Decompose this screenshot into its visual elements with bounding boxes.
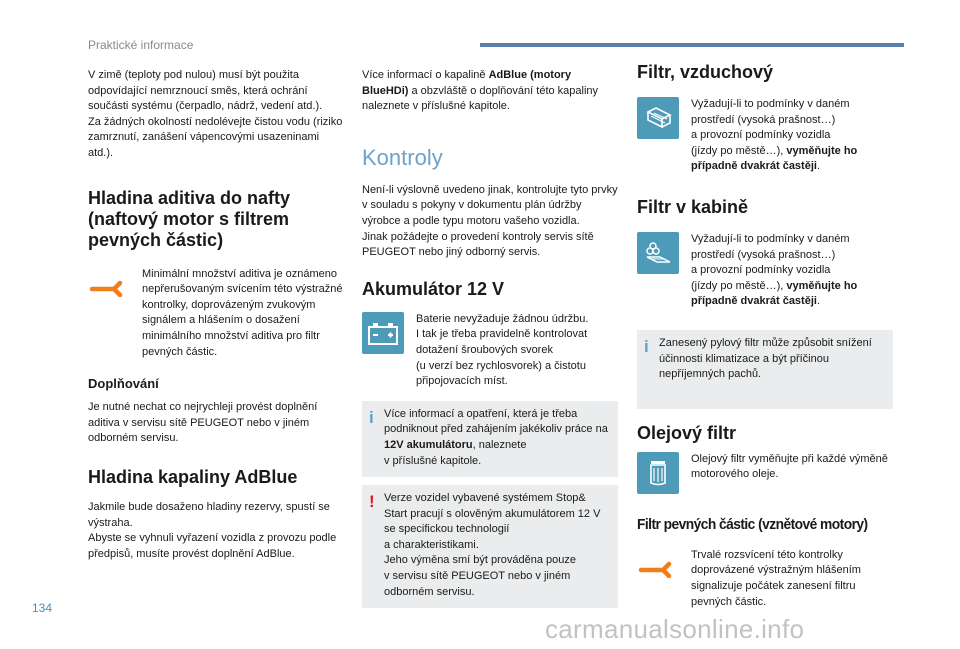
- column-left: [88, 68, 344, 562]
- battery-row: [362, 312, 618, 390]
- battery-info-text: Více informací a opatření, která je třeba podniknout před zahájením jakékoliv práce na 12V akumulátoru, naleznete v příslušné kapitole.: [384, 407, 608, 467]
- wrench-warning-icon: [88, 267, 142, 302]
- header-bar: [480, 43, 904, 47]
- watermark: carmanualsonline.info: [545, 614, 805, 644]
- diesel-additive-heading: Hladina aditiva do nafty (naftový motor s filtrem pevných částic): [88, 187, 291, 250]
- column-right: [637, 62, 893, 610]
- checks-heading: Kontroly: [362, 144, 443, 170]
- running-header: Praktické informace: [88, 38, 194, 52]
- oil-filter-text: Olejový filtr vyměňujte při každé výměně motorového oleje.: [691, 452, 888, 481]
- adblue-text: Jakmile bude dosaženo hladiny rezervy, spustí se výstraha. Abyste se vyhnuli vyřazení vozidla z provozu podle předpisů, musíte provést doplnění AdBlue.: [88, 500, 337, 560]
- antifreeze-text: V zimě (teploty pod nulou) musí být použita odpovídající nemrznoucí směs, která ochrání součásti systému (čerpadlo, nádrž, vedení atd.). Za žádných okolností nedolévejte čistou vodu (riziko zamrznutí, zanášení vápencovými usazeninami atd.).: [88, 69, 343, 159]
- battery-heading: Akumulátor 12 V: [362, 278, 505, 299]
- adblue-heading: Hladina kapaliny AdBlue: [88, 466, 298, 487]
- column-middle: [362, 68, 618, 608]
- air-filter-icon: [637, 97, 691, 139]
- battery-info-box: [362, 401, 618, 477]
- adblue-info-text: Více informací o kapalině AdBlue (motory BlueHDi) a obzvláště o doplňování této kapaliny naleznete v příslušné kapitole.: [362, 69, 599, 113]
- battery-icon: [362, 312, 416, 354]
- particulate-filter-text: Trvalé rozsvícení této kontrolky doprovázené výstražným hlášením signalizuje počátek zanesení filtru pevných částic.: [691, 548, 861, 608]
- refill-text: Je nutné nechat co nejrychleji provést doplnění aditiva v servisu sítě PEUGEOT nebo v jiném odborném servisu.: [88, 401, 318, 445]
- oil-filter-icon: [637, 452, 691, 494]
- checks-text: Není-li výslovně uvedeno jinak, kontrolujte tyto prvky v souladu s pokyny v dokumentu plán údržby výrobce a podle typu motoru vašeho vozidla. Jinak požádejte o provedení kontroly servis sítě PEUGEOT nebo jiný odborný servis.: [362, 183, 618, 259]
- battery-text: Baterie nevyžaduje žádnou údržbu. I tak je třeba pravidelně kontrolovat dotažení šroubových svorek (u verzí bez rychlosvorek) a čistotu připojovacích míst.: [416, 312, 589, 388]
- pollen-info-box: [637, 330, 893, 409]
- cabin-filter-icon: [637, 232, 691, 274]
- oil-filter-heading: Olejový filtr: [637, 422, 737, 443]
- warning-icon: !: [369, 492, 375, 512]
- pollen-info-text: Zanesený pylový filtr může způsobit snížení účinnosti klimatizace a být příčinou nepříjemných pachů.: [659, 336, 872, 381]
- air-filter-text: Vyžadují-li to podmínky v daném prostředí (vysoká prašnost…) a provozní podmínky vozidla (jízdy po městě…), vyměňujte ho případně dvakrát častěji.: [691, 98, 858, 173]
- air-filter-row: [637, 97, 893, 175]
- battery-warning-box: [362, 485, 618, 608]
- page-number: 134: [32, 601, 53, 615]
- air-filter-heading: Filtr, vzduchový: [637, 62, 774, 82]
- oil-filter-row: [637, 452, 893, 494]
- cabin-filter-heading: Filtr v kabině: [637, 196, 749, 217]
- refill-heading: Doplňování: [88, 376, 159, 392]
- particulate-filter-heading: Filtr pevných částic (vznětové motory): [637, 515, 868, 533]
- info-icon: i: [644, 336, 649, 356]
- diesel-additive-text: Minimální množství aditiva je oznámeno nepřerušovaným svícením této výstražné kontrolky, doprovázeným zvukovým signálem a hlášením o dosažení minimálního množství aditiva pro filtr pevných částic.: [142, 267, 343, 358]
- particulate-filter-row: [637, 548, 893, 610]
- battery-warning-text: Verze vozidel vybavené systémem Stop& Start pracují s olověným akumulátorem 12 V se specifickou technologií a charakteristikami. Jeho výměna smí být prováděna pouze v servisu sítě PEUGEOT nebo v jiném odborném servisu.: [384, 492, 601, 598]
- cabin-filter-text: Vyžadují-li to podmínky v daném prostředí (vysoká prašnost…) a provozní podmínky vozidla (jízdy po městě…), vyměňujte ho případně dvakrát častěji.: [691, 232, 858, 308]
- wrench-warning-icon: [637, 548, 691, 583]
- cabin-filter-row: [637, 232, 893, 310]
- info-icon: i: [369, 407, 374, 427]
- diesel-additive-row: [88, 267, 344, 361]
